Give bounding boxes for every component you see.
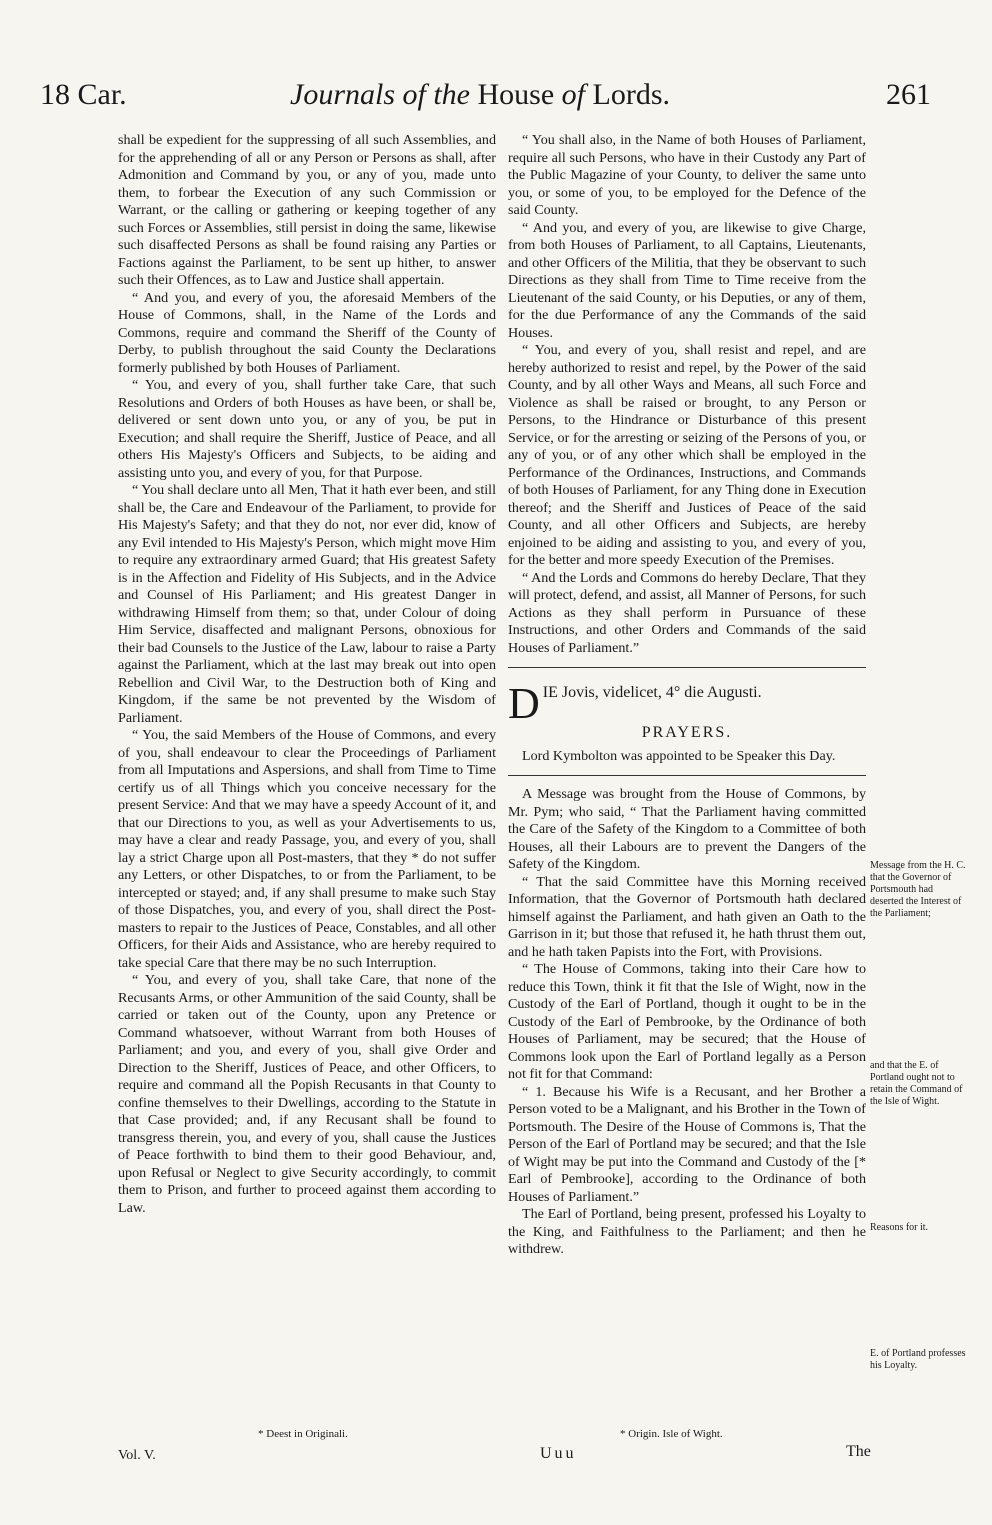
speaker-note: Lord Kymbolton was appointed to be Speaker this Day. <box>522 747 836 764</box>
footer-signature: Uuu <box>540 1445 577 1462</box>
right-para: “ 1. Because his Wife is a Recusant, and her Brother a Person voted to be a Malignant, and his Brother in the Town of Portsmouth. The Desire of the House of Commons is, That the Person of the Earl of Portland may be secured; and that the Isle of Wight may be put into the Command and Custody of the [* Earl of Pembrooke], according to the Ordinance of both Houses of Parliament.” <box>508 1083 866 1205</box>
right-para: “ That the said Committee have this Morning received Information, that the Governor of Portsmouth hath declared himself against the Parliament, and hath given an Oath to the Garrison in it; but those that refused it, he hath thrust them out, and he hath taken Papists into the Fort, with Provisions. <box>508 873 866 960</box>
date-heading <box>508 679 866 728</box>
header-title <box>290 78 670 112</box>
header-title-e: Lords. <box>592 78 670 111</box>
footer-catchword: The <box>846 1443 871 1460</box>
margin-note: Message from the H. C. that the Governor of Portsmouth had deserted the Interest of the Parliament; <box>870 860 966 919</box>
page-number: 261 <box>886 78 931 111</box>
header-title-a: Journals <box>290 78 395 111</box>
header-title-d: of <box>554 78 593 111</box>
section-divider <box>508 667 866 668</box>
header-title-b: of the <box>395 78 478 111</box>
left-para: “ You, and every of you, shall further take Care, that such Resolutions and Orders of both Houses as have been, or shall be, delivered or sent down unto you, or any of you, be put in Execution; and shall require the Sheriff, Justice of Peace, and all others His Majesty's Officers and Subjects, to be aiding and assisting unto you, and every of you, for that Purpose. <box>118 377 496 481</box>
date-text: IE Jovis, videlicet, 4° die Augusti. <box>542 684 762 701</box>
left-column <box>118 132 496 1217</box>
footer-volume: Vol. V. <box>118 1448 156 1463</box>
right-para: “ You, and every of you, shall resist and repel, and are hereby authorized to resist and repel, by the Power of the said County, and by all other Ways and Means, all such Force and Violence as shall be raised or brought, to any Person or Persons, to the Hindrance or Disturbance of this present Service, or for the arresting or seizing of the Persons of you, or any of you, or of any other which shall be employed in the Performance of the Ordinances, Instructions, and Commands of both Houses of Parliament, for any Thing done in Execution thereof; and the Sheriff and Justices of Peace of the said County, and all other Officers and Subjects, are hereby enjoined to be aiding and assisting to you, and every of you, for the better and more speedy Execution of the Premises. <box>508 342 866 568</box>
right-para: “ And the Lords and Commons do hereby Declare, That they will protect, defend, and assist, all Manner of Persons, for such Actions as they shall perform in Pursuance of these Instructions, and other Orders and Commands of the said Houses of Parliament.” <box>508 569 866 656</box>
right-para: “ You shall also, in the Name of both Houses of Parliament, require all such Persons, who have in their Custody any Part of the Public Magazine of your County, to deliver the same unto you, or some of you, to be employed for the Defence of the said County. <box>508 132 866 218</box>
margin-note: E. of Portland professes his Loyalty. <box>870 1348 966 1371</box>
left-para: “ You, the said Members of the House of Commons, and every of you, shall endeavour to clear the Proceedings of Parliament from all Imputations and Aspersions, and shall from Time to Time certify us of all Things which you conceive necessary for the present Service: And that we may have a speedy Account of it, and that our Directions to you, as well as your Advertisements to us, may have a clear and ready Passage, you, and every of you, shall lay a strict Charge upon all Post-masters, that they * do not suffer any Letters, or other Dispatches, to or from the Parliament, to be intercepted or stayed; and, if any shall presume to make such Stay of those Dispatches, you, and every of you, shall direct the Post-masters to repair to the Justices of Peace, Constables, and all other Officers, for their Aids and Assistance, who are hereby required to take special Care that there may be no such Interruption. <box>118 727 496 971</box>
left-para: “ You, and every of you, shall take Care, that none of the Recusants Arms, or other Ammunition of the said County, shall be carried or taken out of the County, upon any Pretence or Command whatsoever, without Warrant from both Houses of Parliament; and you, and every of you, shall give Order and Direction to the Sheriff, Justices of Peace, and other Officers, to require and command all the Popish Recusants in that County to confine themselves to their Dwellings, according to the Statute in that Case provided; and, if any Recusant shall be found to transgress therein, you, and every of you, shall cause the Justices of Peace forthwith to bind them to their good Behaviour, and, upon Refusal or Neglect to give Security accordingly, to commit them to Prison, and further to proceed against them according to Law. <box>118 972 496 1216</box>
section-divider <box>508 775 866 776</box>
header-title-c: House <box>477 78 555 111</box>
header-left: 18 Car. <box>40 78 127 111</box>
page-header <box>0 78 992 128</box>
right-column <box>508 132 866 1259</box>
margin-note: Reasons for it. <box>870 1222 929 1233</box>
drop-cap: D <box>508 679 540 728</box>
right-para: “ And you, and every of you, are likewise to give Charge, from both Houses of Parliament, to all Captains, Lieutenants, and other Officers of the Militia, that they be observant to such Directions as they shall from Time to Time receive from the Lieutenant of the said County, or his Deputies, or any of them, for the due Performance of any the Commands of the said Houses. <box>508 219 866 341</box>
right-para: A Message was brought from the House of Commons, by Mr. Pym; who said, “ That the Parliament having committed the Care of the Safety of the Kingdom to a Committee of both Houses, all their Labours are to prevent the Dangers of the Safety of the Kingdom. <box>508 786 866 872</box>
footnote-right: * Origin. Isle of Wight. <box>620 1428 723 1440</box>
footnote-left: * Deest in Originali. <box>258 1428 348 1440</box>
margin-note: and that the E. of Portland ought not to retain the Command of the Isle of Wight. <box>870 1060 963 1107</box>
left-para: shall be expedient for the suppressing of all such Assemblies, and for the apprehending of all or any Person or Persons as shall, after Admonition and Command by you, or any of you, made unto them, to forbear the Execution of any such Commission or Warrant, or the calling or gathering or keeping together of any such Forces or Assemblies, still persist in doing the same, likewise such disaffected Persons as shall be found raising any Parties or Factions against the Parliament, to be sent up hither, to answer such their Offences, as to Law and Justice shall appertain. <box>118 132 496 288</box>
prayers-heading: PRAYERS. <box>641 724 733 741</box>
left-para: “ You shall declare unto all Men, That it hath ever been, and still shall be, the Care and Endeavour of the Parliament, to provide for His Majesty's Safety; and that they do not, nor ever did, know of any Evil intended to His Majesty's Person, which might move Him to require any extraordinary armed Guard; that His greatest Safety is in the Affection and Fidelity of His Subjects, and in the Advice and Counsel of His Parliament; and His greatest Danger in withdrawing Himself from them; so that, under Colour of doing Him Service, disaffected and malignant Persons, obnoxious for their bad Counsels to the Justice of the Law, labour to raise a Party against the Parliament, which at the last may break out into open Rebellion and Civil War, to the Destruction both of King and Kingdom, if the same be not prevented by the Wisdom of Parliament. <box>118 482 496 726</box>
left-para: “ And you, and every of you, the aforesaid Members of the House of Commons, shall, in the Name of the Lords and Commons, require and command the Sheriff of the County of Derby, to publish throughout the said County the Declarations formerly published by both Houses of Parliament. <box>118 289 496 376</box>
right-para: “ The House of Commons, taking into their Care how to reduce this Town, think it fit that the Isle of Wight, now in the Custody of the Earl of Portland, though it ought to be in the Custody of the Earl of Pembrooke, by the Ordinance of both Houses of Parliament, may be secured; that the House of Commons look upon the Earl of Portland legally as a Person not fit for that Command: <box>508 961 866 1082</box>
right-para: The Earl of Portland, being present, professed his Loyalty to the King, and Faithfulness to the Parliament; and then he withdrew. <box>508 1206 866 1257</box>
